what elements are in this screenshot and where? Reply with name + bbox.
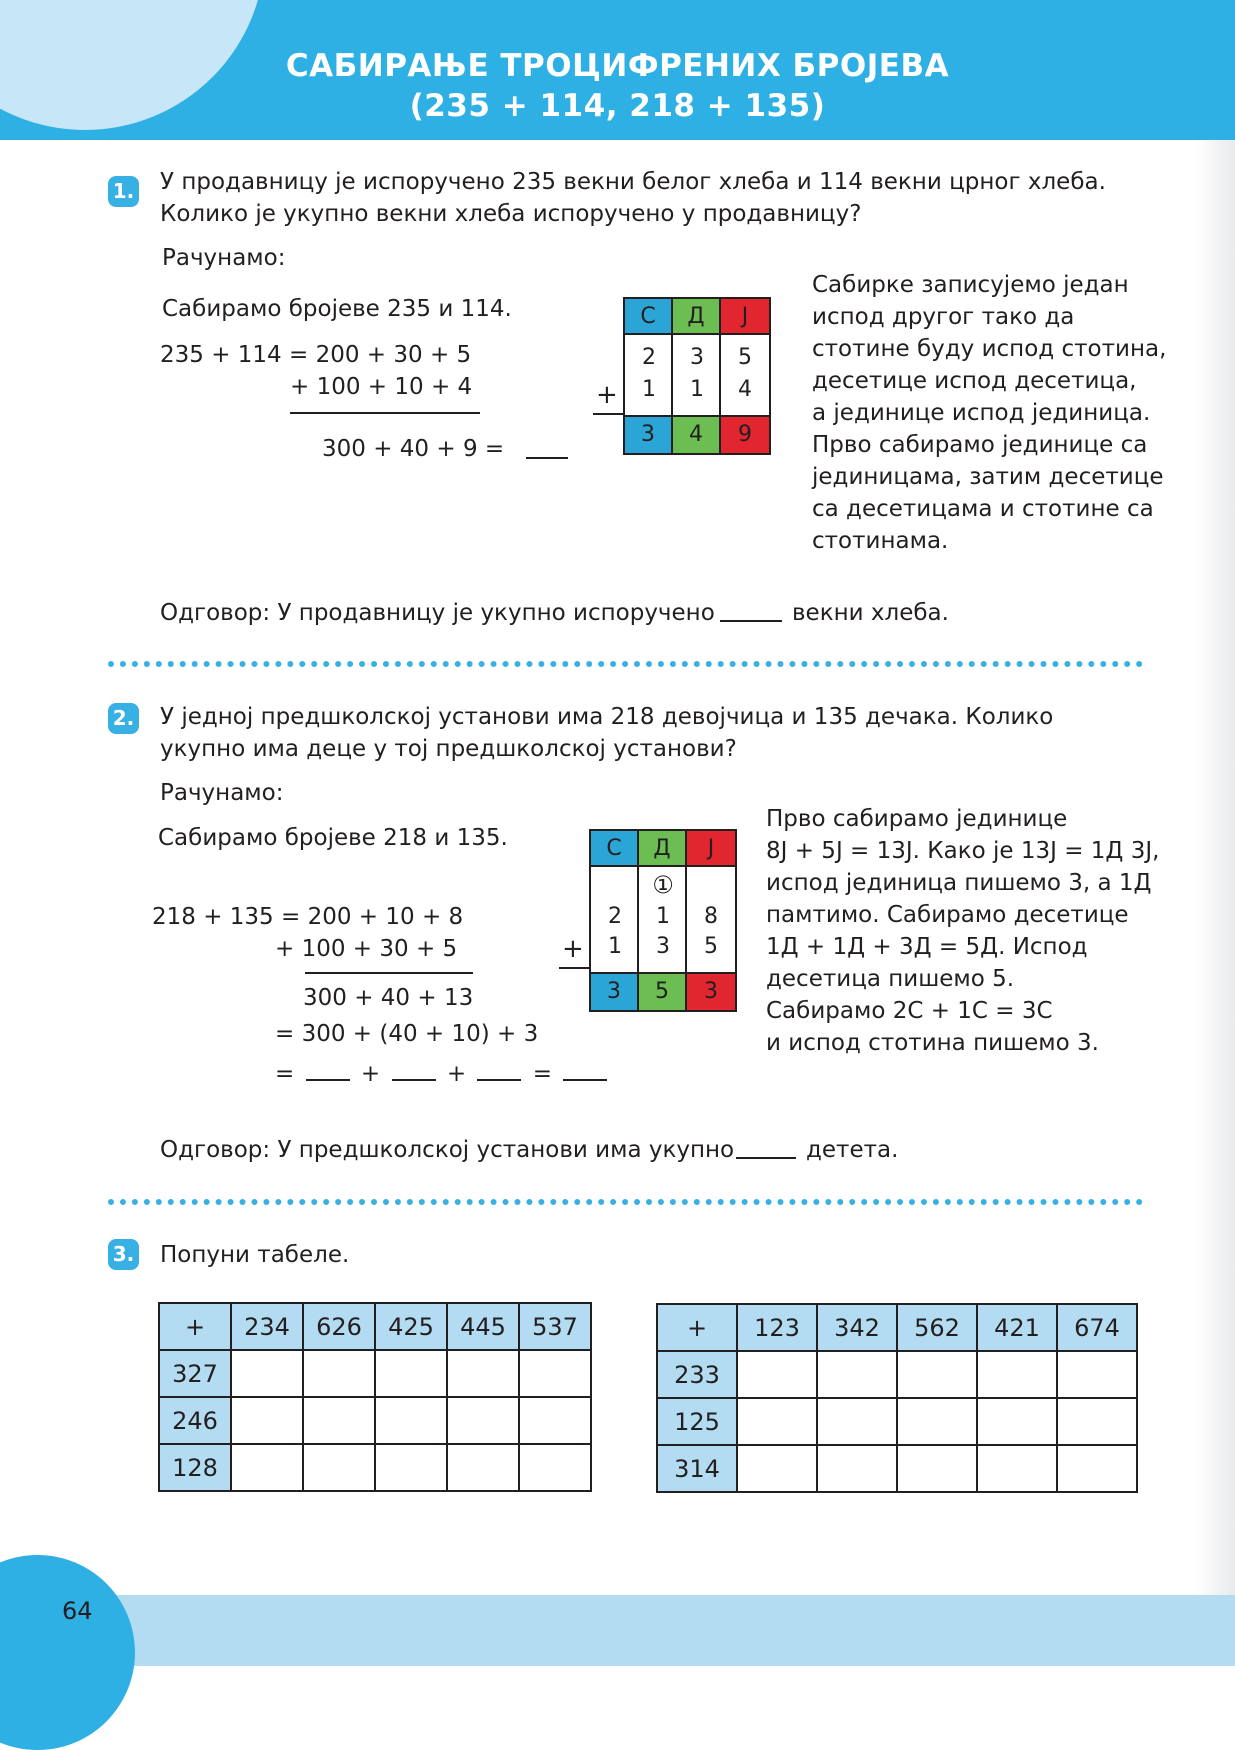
table1-answer-cell[interactable] (231, 1444, 303, 1491)
table2-answer-cell[interactable] (977, 1351, 1057, 1398)
table-row (159, 1444, 591, 1491)
task2-expl-line: 1Д + 1Д + 3Д = 5Д. Испод (766, 934, 1088, 960)
task1-expl-line: стотинама. (812, 528, 949, 554)
table1-col-header: 626 (303, 1303, 375, 1350)
task2-expl-line: испод јединица пишемо 3, а 1Д (766, 870, 1152, 896)
task2-add-label: Сабирамо бројеве 218 и 135. (158, 825, 508, 851)
task2-eq-line3: 300 + 40 + 13 (303, 985, 474, 1011)
table2-col-header: 342 (817, 1304, 897, 1351)
table1-col-header: 234 (231, 1303, 303, 1350)
table2-answer-cell[interactable] (977, 1445, 1057, 1492)
eq5-blank-hundreds[interactable] (306, 1079, 350, 1081)
task2-eq-line5 (275, 1058, 611, 1090)
table1-answer-cell[interactable] (519, 1444, 591, 1491)
table1-answer-cell[interactable] (303, 1350, 375, 1397)
eq5-sign: = (275, 1061, 295, 1087)
grid2-r1-ones: 8 (704, 904, 718, 929)
table1-answer-cell[interactable] (303, 1444, 375, 1491)
task2-answer-blank[interactable] (736, 1157, 796, 1159)
grid1-r2-tens: 1 (690, 377, 704, 402)
table-row (657, 1304, 1137, 1351)
footer-band (0, 1595, 1235, 1666)
task1-text-line1: У продавницу је испоручено 235 векни белог хлеба и 114 векни црног хлеба. (160, 169, 1106, 195)
eq5-sign: = (532, 1061, 552, 1087)
task3-badge: 3. (108, 1239, 139, 1270)
task2-expl-line: Прво сабирамо јединице (766, 806, 1068, 832)
page-title-line2: (235 + 114, 218 + 135) (409, 88, 826, 124)
task1-expl-line: са десетицама и стотине са (812, 496, 1154, 522)
table2-answer-cell[interactable] (1057, 1398, 1137, 1445)
table1-answer-cell[interactable] (519, 1350, 591, 1397)
task2-eq-line1: 218 + 135 = 200 + 10 + 8 (152, 904, 464, 930)
table1-row-header: 128 (159, 1444, 231, 1491)
table1-col-header: 425 (375, 1303, 447, 1350)
eq5-sign: + (446, 1061, 467, 1087)
task1-expl-line: јединицама, затим десетице (812, 464, 1164, 490)
table2-row-header: 233 (657, 1351, 737, 1398)
task1-expl-line: Сабирке записујемо један (812, 272, 1129, 298)
task1-text-line2: Колико је укупно векни хлеба испоручено у продавницу? (160, 201, 862, 227)
eq5-sign: + (360, 1061, 381, 1087)
task2-eq-line4: = 300 + (40 + 10) + 3 (275, 1021, 539, 1047)
grid1-result-hundreds: 3 (625, 415, 673, 453)
task2-place-value-grid (589, 829, 737, 1012)
table2-col-header: 562 (897, 1304, 977, 1351)
task1-place-value-grid (623, 297, 771, 455)
grid1-header-tens: Д (673, 299, 721, 335)
table-row (159, 1350, 591, 1397)
eq5-blank-total[interactable] (563, 1079, 607, 1081)
task1-eq-answer-blank[interactable] (526, 457, 568, 459)
task1-answer-blank[interactable] (720, 620, 782, 622)
addition-table-2 (656, 1303, 1138, 1493)
task1-expl-line: Прво сабирамо јединице са (812, 432, 1148, 458)
grid2-header-ones: Ј (687, 831, 735, 867)
task2-answer-prefix: Одговор: У предшколској установи има укупно (160, 1137, 735, 1163)
table1-answer-cell[interactable] (375, 1444, 447, 1491)
grid2-header-hundreds: С (591, 831, 639, 867)
table1-answer-cell[interactable] (231, 1397, 303, 1444)
task2-badge: 2. (108, 703, 139, 734)
table2-col-header: 421 (977, 1304, 1057, 1351)
table2-answer-cell[interactable] (817, 1445, 897, 1492)
eq5-blank-tens[interactable] (392, 1079, 436, 1081)
table2-answer-cell[interactable] (737, 1398, 817, 1445)
table2-row-header: 314 (657, 1445, 737, 1492)
task2-expl-line: десетица пишемо 5. (766, 966, 1015, 992)
table1-answer-cell[interactable] (447, 1350, 519, 1397)
grid2-r2-hundreds: 1 (608, 934, 622, 959)
table2-answer-cell[interactable] (817, 1398, 897, 1445)
grid1-result-ones: 9 (721, 415, 769, 453)
task1-badge: 1. (108, 176, 139, 207)
task1-expl-line: а јединице испод јединица. (812, 400, 1151, 426)
task1-expl-line: стотине буду испод стотина, (812, 336, 1167, 362)
table2-answer-cell[interactable] (897, 1445, 977, 1492)
table2-col-header: 674 (1057, 1304, 1137, 1351)
table1-row-header: 327 (159, 1350, 231, 1397)
table2-col-header: 123 (737, 1304, 817, 1351)
footer-decor-circle (0, 1555, 135, 1750)
section-divider (108, 1199, 1143, 1205)
table2-corner: + (657, 1304, 737, 1351)
grid1-r2-ones: 4 (738, 377, 752, 402)
addition-table-1 (158, 1302, 592, 1492)
table1-answer-cell[interactable] (231, 1350, 303, 1397)
table2-answer-cell[interactable] (737, 1351, 817, 1398)
task1-answer-suffix: векни хлеба. (792, 600, 949, 626)
task2-text-line1: У једној предшколској установи има 218 девојчица и 135 дечака. Колико (160, 704, 1054, 730)
table1-answer-cell[interactable] (375, 1350, 447, 1397)
task2-calc-label: Рачунамо: (160, 780, 284, 806)
grid1-header-hundreds: С (625, 299, 673, 335)
task1-sum-line (290, 412, 480, 414)
section-divider (108, 661, 1143, 667)
task2-expl-line: памтимо. Сабирамо десетице (766, 902, 1129, 928)
task2-expl-line: и испод стотина пишемо 3. (766, 1030, 1099, 1056)
grid1-r1-ones: 5 (738, 345, 752, 370)
task1-eq-line3: 300 + 40 + 9 = (322, 436, 505, 462)
grid1-r1-hundreds: 2 (642, 345, 656, 370)
page-edge-shade (1195, 140, 1235, 1666)
eq5-blank-ones[interactable] (477, 1079, 521, 1081)
task1-expl-line: десетице испод десетица, (812, 368, 1137, 394)
grid1-header-ones: Ј (721, 299, 769, 335)
task1-calc-label: Рачунамо: (162, 245, 286, 271)
table1-answer-cell[interactable] (519, 1397, 591, 1444)
page-title-line1: САБИРАЊЕ ТРОЦИФРЕНИХ БРОЈЕВА (285, 48, 950, 84)
task1-explanation (812, 269, 1166, 557)
table2-answer-cell[interactable] (737, 1445, 817, 1492)
table2-answer-cell[interactable] (977, 1398, 1057, 1445)
table1-answer-cell[interactable] (447, 1397, 519, 1444)
table1-answer-cell[interactable] (303, 1397, 375, 1444)
table-row (159, 1303, 591, 1350)
table1-answer-cell[interactable] (375, 1397, 447, 1444)
task3-text: Попуни табеле. (160, 1242, 350, 1268)
table1-col-header: 445 (447, 1303, 519, 1350)
table2-answer-cell[interactable] (897, 1398, 977, 1445)
grid2-carry: ① (652, 871, 674, 899)
grid2-result-hundreds: 3 (591, 972, 639, 1010)
grid2-plus-line (559, 967, 591, 969)
table1-col-header: 537 (519, 1303, 591, 1350)
page-number: 64 (62, 1597, 93, 1625)
grid2-r2-ones: 5 (704, 934, 718, 959)
table1-corner: + (159, 1303, 231, 1350)
grid1-plus-sign: + (596, 380, 618, 410)
table-row (159, 1397, 591, 1444)
task2-answer-suffix: детета. (806, 1137, 899, 1163)
table2-answer-cell[interactable] (817, 1351, 897, 1398)
grid2-r1-hundreds: 2 (608, 904, 622, 929)
table-row (657, 1398, 1137, 1445)
task2-eq-line2: + 100 + 30 + 5 (275, 936, 458, 962)
task1-eq-line1: 235 + 114 = 200 + 30 + 5 (160, 342, 472, 368)
grid1-plus-line (593, 413, 625, 415)
table2-answer-cell[interactable] (1057, 1445, 1137, 1492)
table1-row-header: 246 (159, 1397, 231, 1444)
table1-answer-cell[interactable] (447, 1444, 519, 1491)
grid1-result-tens: 4 (673, 415, 721, 453)
task2-expl-line: 8Ј + 5Ј = 13Ј. Како је 13Ј = 1Д 3Ј, (766, 838, 1160, 864)
grid2-r2-tens: 3 (656, 934, 670, 959)
grid2-plus-sign: + (562, 934, 584, 964)
grid1-r1-tens: 3 (690, 345, 704, 370)
grid2-r1-tens: 1 (656, 904, 670, 929)
grid2-header-tens: Д (639, 831, 687, 867)
task1-expl-line: испод другог тако да (812, 304, 1075, 330)
grid2-result-ones: 3 (687, 972, 735, 1010)
table2-row-header: 125 (657, 1398, 737, 1445)
table-row (657, 1445, 1137, 1492)
table2-answer-cell[interactable] (897, 1351, 977, 1398)
table2-answer-cell[interactable] (1057, 1351, 1137, 1398)
task1-eq-line2: + 100 + 10 + 4 (290, 374, 473, 400)
task2-sum-line (305, 972, 473, 974)
task2-text-line2: укупно има деце у тој предшколској установи? (160, 736, 737, 762)
grid2-result-tens: 5 (639, 972, 687, 1010)
task1-add-label: Сабирамо бројеве 235 и 114. (162, 296, 512, 322)
task2-explanation (766, 803, 1159, 1059)
table-row (657, 1351, 1137, 1398)
grid1-r2-hundreds: 1 (642, 377, 656, 402)
task1-answer-prefix: Одговор: У продавницу је укупно испоручено (160, 600, 715, 626)
task2-expl-line: Сабирамо 2С + 1С = 3С (766, 998, 1053, 1024)
